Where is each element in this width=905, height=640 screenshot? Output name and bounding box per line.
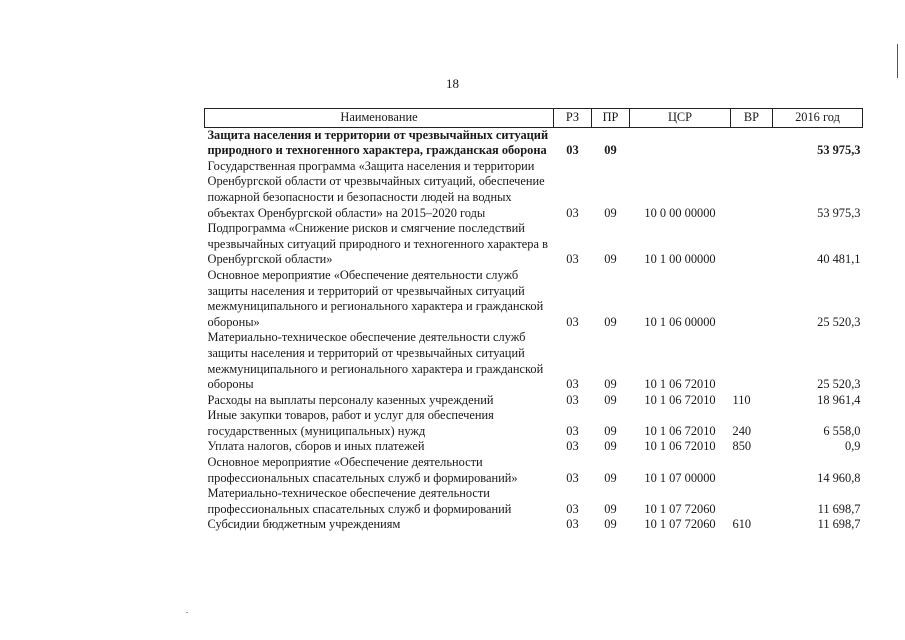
- cell-pr: 09: [604, 470, 617, 485]
- cell-sum: 53 975,3: [817, 143, 861, 158]
- cell-rz: 03: [566, 423, 579, 438]
- cell-vr: [731, 159, 773, 221]
- cell-csr: 10 1 06 72010: [644, 439, 716, 454]
- cell-csr: 10 1 00 00000: [644, 252, 716, 267]
- cell-rz: 03: [566, 517, 579, 532]
- cell-name: Уплата налогов, сборов и иных платежей: [207, 439, 425, 454]
- table-row: [205, 330, 863, 392]
- cell-sum: 11 698,7: [817, 517, 861, 532]
- page-edge-mark: [897, 44, 898, 78]
- cell-pr: 09: [604, 423, 617, 438]
- cell-name: Государственная программа «Защита населения и территории Оренбургской области от чрезвычайных ситуаций, обеспечение пожарной безопасности и безопасности людей на водных объектах Оренбургской области» на 2015–2020 годы: [207, 158, 545, 220]
- table-row: [205, 408, 863, 439]
- cell-vr: 240: [732, 423, 752, 438]
- cell-csr: 10 1 06 72010: [644, 392, 716, 407]
- cell-rz: 03: [566, 392, 579, 407]
- cell-name: Материально-техническое обеспечение деятельности профессиональных спасательных служб и формирований: [207, 486, 512, 516]
- cell-csr: 10 1 07 72060: [644, 501, 716, 516]
- table-row: [205, 439, 863, 455]
- cell-pr: 09: [604, 392, 617, 407]
- cell-sum: 6 558,0: [823, 423, 861, 438]
- table-header: [205, 109, 863, 128]
- cell-vr: 110: [732, 392, 751, 407]
- cell-name: Защита населения и территории от чрезвычайных ситуаций природного и техногенного характера, гражданская оборона: [207, 127, 549, 158]
- cell-rz: 03: [566, 501, 579, 516]
- cell-csr: 10 1 07 72060: [644, 517, 716, 532]
- cell-csr: 10 0 00 00000: [644, 205, 716, 220]
- header-rz: РЗ: [554, 109, 592, 128]
- cell-sum: 25 520,3: [817, 377, 861, 392]
- cell-sum: 18 961,4: [817, 392, 861, 407]
- cell-pr: 09: [604, 205, 617, 220]
- cell-vr: [731, 455, 773, 486]
- cell-rz: 03: [566, 470, 579, 485]
- table-row: [205, 517, 863, 533]
- cell-name: Основное мероприятие «Обеспечение деятельности служб защиты населения и территорий от чрезвычайных ситуаций межмуниципального и регионального характера и гражданской обороны»: [207, 267, 544, 329]
- table-row: [205, 393, 863, 409]
- header-vr: ВР: [731, 109, 773, 128]
- cell-csr: 10 1 06 00000: [644, 314, 716, 329]
- cell-rz: 03: [566, 439, 579, 454]
- cell-name: Расходы на выплаты персоналу казенных учреждений: [207, 392, 494, 407]
- cell-csr: 10 1 07 00000: [644, 470, 716, 485]
- cell-rz: 03: [566, 377, 579, 392]
- cell-pr: 09: [604, 143, 617, 158]
- cell-sum: 53 975,3: [817, 205, 861, 220]
- cell-vr: [731, 221, 773, 268]
- cell-pr: 09: [604, 517, 617, 532]
- cell-vr: [731, 486, 773, 517]
- cell-vr: 610: [732, 517, 752, 532]
- cell-pr: 09: [604, 501, 617, 516]
- page-number: 18: [446, 76, 459, 91]
- cell-vr: [731, 268, 773, 330]
- cell-csr: 10 1 06 72010: [644, 377, 716, 392]
- cell-rz: 03: [566, 314, 579, 329]
- table-row: [205, 268, 863, 330]
- table-row: [205, 127, 863, 159]
- header-sum: 2016 год: [773, 109, 863, 128]
- cell-pr: 09: [604, 377, 617, 392]
- cell-name: Материально-техническое обеспечение деятельности служб защиты населения и территорий от чрезвычайных ситуаций межмуниципального и регионального характера и гражданской обороны: [207, 330, 544, 392]
- cell-name: Субсидии бюджетным учреждениям: [207, 517, 401, 532]
- cell-vr: [731, 330, 773, 392]
- table-row: [205, 486, 863, 517]
- cell-name: Иные закупки товаров, работ и услуг для обеспечения государственных (муниципальных) нужд: [207, 408, 494, 438]
- cell-name: Подпрограмма «Снижение рисков и смягчение последствий чрезвычайных ситуаций природного и техногенного характера в Оренбургской области»: [207, 221, 548, 267]
- cell-sum: 25 520,3: [817, 314, 861, 329]
- table-row: [205, 221, 863, 268]
- header-csr: ЦСР: [630, 109, 731, 128]
- cell-rz: 03: [566, 143, 579, 158]
- table-row: [205, 455, 863, 486]
- cell-sum: 11 698,7: [817, 501, 861, 516]
- header-name: Наименование: [205, 109, 554, 128]
- cell-csr: [630, 127, 731, 159]
- cell-csr: 10 1 06 72010: [644, 423, 716, 438]
- cell-pr: 09: [604, 314, 617, 329]
- cell-vr: [731, 127, 773, 159]
- cell-sum: 40 481,1: [817, 252, 861, 267]
- cell-sum: 0,9: [845, 439, 861, 454]
- budget-table: [204, 108, 863, 533]
- cell-name: Основное мероприятие «Обеспечение деятельности профессиональных спасательных служб и формирований»: [207, 455, 518, 485]
- cell-rz: 03: [566, 205, 579, 220]
- cell-rz: 03: [566, 252, 579, 267]
- table-row: [205, 159, 863, 221]
- header-pr: ПР: [592, 109, 630, 128]
- cell-vr: 850: [732, 439, 752, 454]
- table-body: [205, 127, 863, 533]
- scan-dot: [186, 612, 188, 613]
- cell-pr: 09: [604, 439, 617, 454]
- cell-sum: 14 960,8: [817, 470, 861, 485]
- cell-pr: 09: [604, 252, 617, 267]
